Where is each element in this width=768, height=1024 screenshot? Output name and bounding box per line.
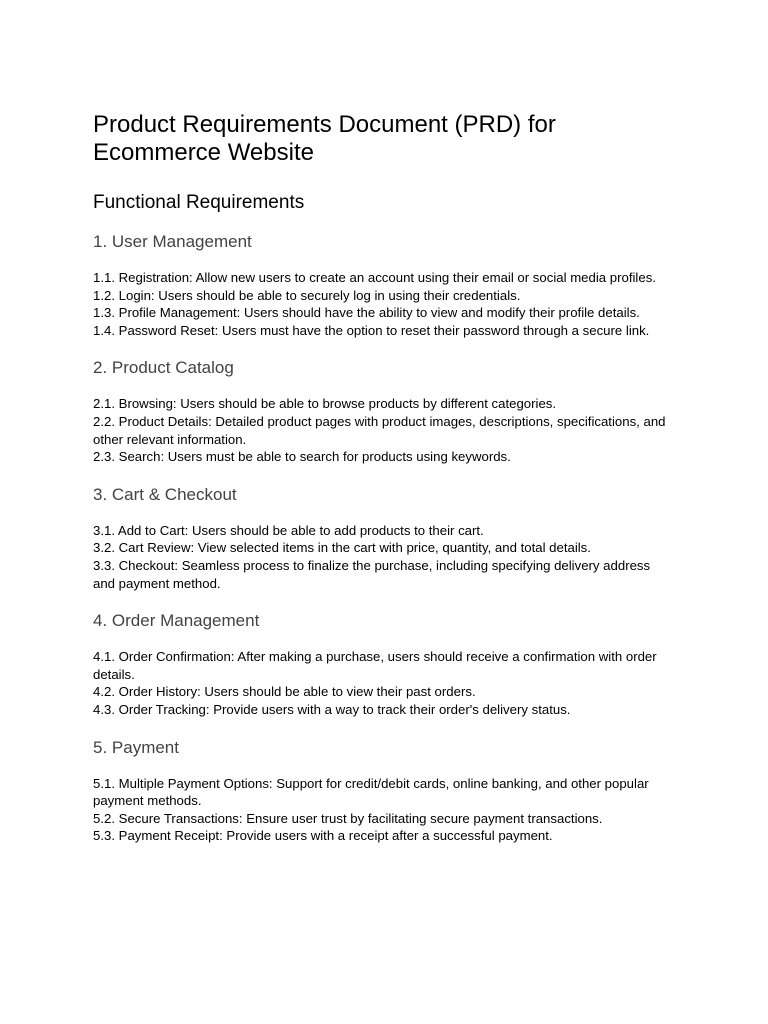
requirement-item: 2.3. Search: Users must be able to search for products using keywords. bbox=[93, 449, 511, 465]
section-user-management bbox=[93, 231, 673, 339]
section-heading: 2. Product Catalog bbox=[93, 358, 234, 378]
requirement-list bbox=[93, 269, 673, 339]
requirement-item: 5.2. Secure Transactions: Ensure user trust by facilitating secure payment transactions. bbox=[93, 810, 603, 826]
requirement-list bbox=[93, 395, 673, 465]
section-heading: 3. Cart & Checkout bbox=[93, 484, 237, 504]
document-title-line-2: Ecommerce Website bbox=[93, 139, 314, 166]
section-heading: 5. Payment bbox=[93, 737, 179, 757]
section-product-catalog bbox=[93, 357, 673, 465]
requirement-item: 5.3. Payment Receipt: Provide users with a receipt after a successful payment. bbox=[93, 828, 553, 844]
section-cart-checkout bbox=[93, 484, 673, 592]
requirement-item: 4.2. Order History: Users should be able to view their past orders. bbox=[93, 684, 476, 700]
document-title-line-1: Product Requirements Document (PRD) for bbox=[93, 111, 556, 138]
requirement-list bbox=[93, 648, 673, 718]
requirement-item: 2.1. Browsing: Users should be able to browse products by different categories. bbox=[93, 396, 557, 412]
requirement-list bbox=[93, 775, 673, 845]
requirement-item: 1.3. Profile Management: Users should have the ability to view and modify their profile details. bbox=[93, 305, 640, 321]
section-order-management bbox=[93, 610, 673, 718]
requirement-list bbox=[93, 522, 673, 592]
functional-requirements-heading: Functional Requirements bbox=[93, 192, 305, 213]
section-heading: 1. User Management bbox=[93, 232, 252, 251]
section-payment bbox=[93, 737, 673, 845]
document-title bbox=[93, 111, 673, 167]
requirement-item: 3.3. Checkout: Seamless process to finalize the purchase, including specifying delivery address and payment method. bbox=[93, 557, 651, 591]
requirement-item: 5.1. Multiple Payment Options: Support for credit/debit cards, online banking, and other popular payment methods. bbox=[93, 775, 649, 809]
requirement-item: 4.1. Order Confirmation: After making a purchase, users should receive a confirmation with order details. bbox=[93, 649, 657, 682]
section-heading: 4. Order Management bbox=[93, 611, 260, 631]
document-page bbox=[93, 111, 673, 845]
requirement-item: 1.4. Password Reset: Users must have the option to reset their password through a secure link. bbox=[93, 322, 650, 338]
requirement-item: 2.2. Product Details: Detailed product pages with product images, descriptions, specifications, and other relevant information. bbox=[93, 413, 666, 447]
requirement-item: 1.2. Login: Users should be able to securely log in using their credentials. bbox=[93, 287, 521, 303]
requirement-item: 3.1. Add to Cart: Users should be able to add products to their cart. bbox=[93, 522, 484, 538]
requirement-item: 1.1. Registration: Allow new users to create an account using their email or social media profiles. bbox=[93, 270, 656, 285]
requirement-item: 4.3. Order Tracking: Provide users with a way to track their order's delivery status. bbox=[93, 701, 571, 717]
requirement-item: 3.2. Cart Review: View selected items in the cart with price, quantity, and total details. bbox=[93, 540, 591, 556]
